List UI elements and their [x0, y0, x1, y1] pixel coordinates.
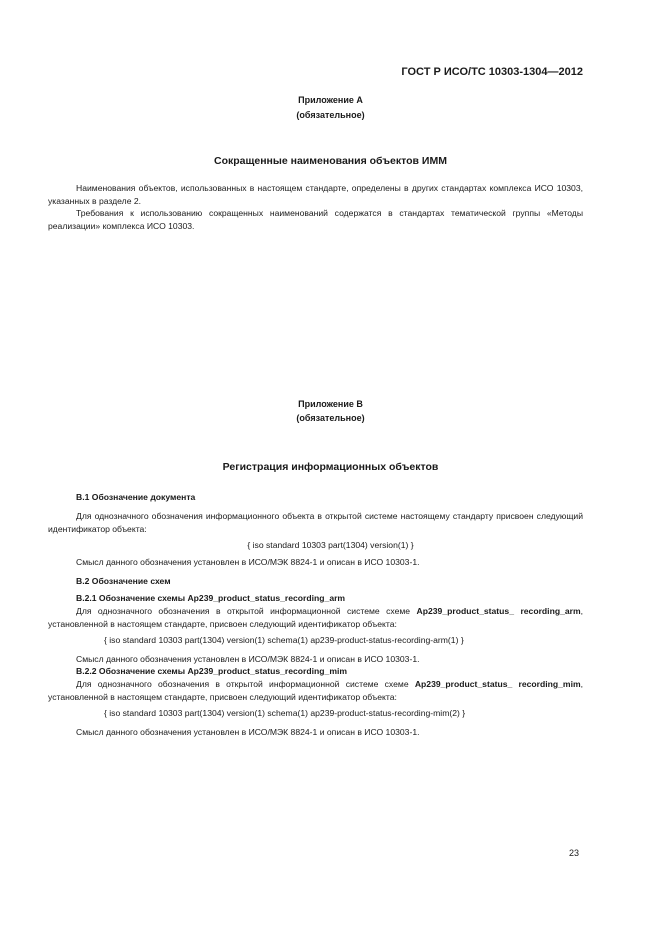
appendix-b-title: Регистрация информационных объектов	[222, 461, 439, 473]
section-b1-text: Для однозначного обозначения информационного объекта в открытой системе настоящему стандарту присвоен следующий идентификатор объекта:	[48, 511, 583, 534]
section-b21-text: Для однозначного обозначения в открытой информационной системе схеме Ap239_product_status_ recording_arm, установленной в настоящем стандарте, присвоен следующий идентификатор объекта:	[48, 606, 584, 629]
appendix-a-title: Сокращенные наименования объектов ИММ	[214, 155, 447, 167]
section-b1-heading: В.1 Обозначение документа	[76, 492, 196, 502]
appendix-a-paragraph-1: Наименования объектов, использованных в настоящем стандарте, определены в других стандартах комплекса ИСО 10303, указанных в разделе 2.	[48, 183, 583, 206]
schema-name-mim: Ap239_product_status_ recording_mim	[414, 679, 581, 689]
section-b21-heading: В.2.1 Обозначение схемы Ap239_product_status_recording_arm	[76, 593, 346, 603]
section-b21-object-identifier: { iso standard 10303 part(1304) version(1) schema(1) ap239-product-status-recording-arm(1) }	[104, 635, 464, 645]
section-b1-object-identifier: { iso standard 10303 part(1304) version(1) }	[247, 540, 414, 550]
document-code-header: ГОСТ Р ИСО/ТС 10303-1304—2012	[401, 66, 583, 78]
appendix-a-status: (обязательное)	[296, 110, 365, 120]
section-b22-heading: В.2.2 Обозначение схемы Ap239_product_status_recording_mim	[76, 666, 347, 676]
appendix-a-paragraph-2: Требования к использованию сокращенных наименований содержатся в стандартах тематической группы «Методы реализации» комплекса ИСО 10303.	[48, 208, 583, 231]
section-b22-object-identifier: { iso standard 10303 part(1304) version(1) schema(1) ap239-product-status-recording-mim(2) }	[104, 708, 466, 718]
section-b21-meaning: Смысл данного обозначения установлен в ИСО/МЭК 8824-1 и описан в ИСО 10303-1.	[76, 654, 420, 664]
appendix-a-label: Приложение А	[298, 95, 363, 105]
schema-name-arm: Ap239_product_status_ recording_arm	[416, 606, 581, 616]
section-b22-meaning: Смысл данного обозначения установлен в ИСО/МЭК 8824-1 и описан в ИСО 10303-1.	[76, 727, 420, 737]
section-b22-text: Для однозначного обозначения в открытой информационной системе схеме Ap239_product_status_ recording_mim, установленной в настоящем стандарте, присвоен следующий идентификатор объекта:	[48, 679, 583, 702]
appendix-b-status: (обязательное)	[296, 413, 365, 423]
page-number: 23	[568, 848, 579, 858]
appendix-b-label: Приложение В	[298, 399, 363, 409]
section-b1-meaning: Смысл данного обозначения установлен в ИСО/МЭК 8824-1 и описан в ИСО 10303-1.	[76, 557, 420, 567]
section-b2-heading: В.2 Обозначение схем	[76, 576, 171, 586]
